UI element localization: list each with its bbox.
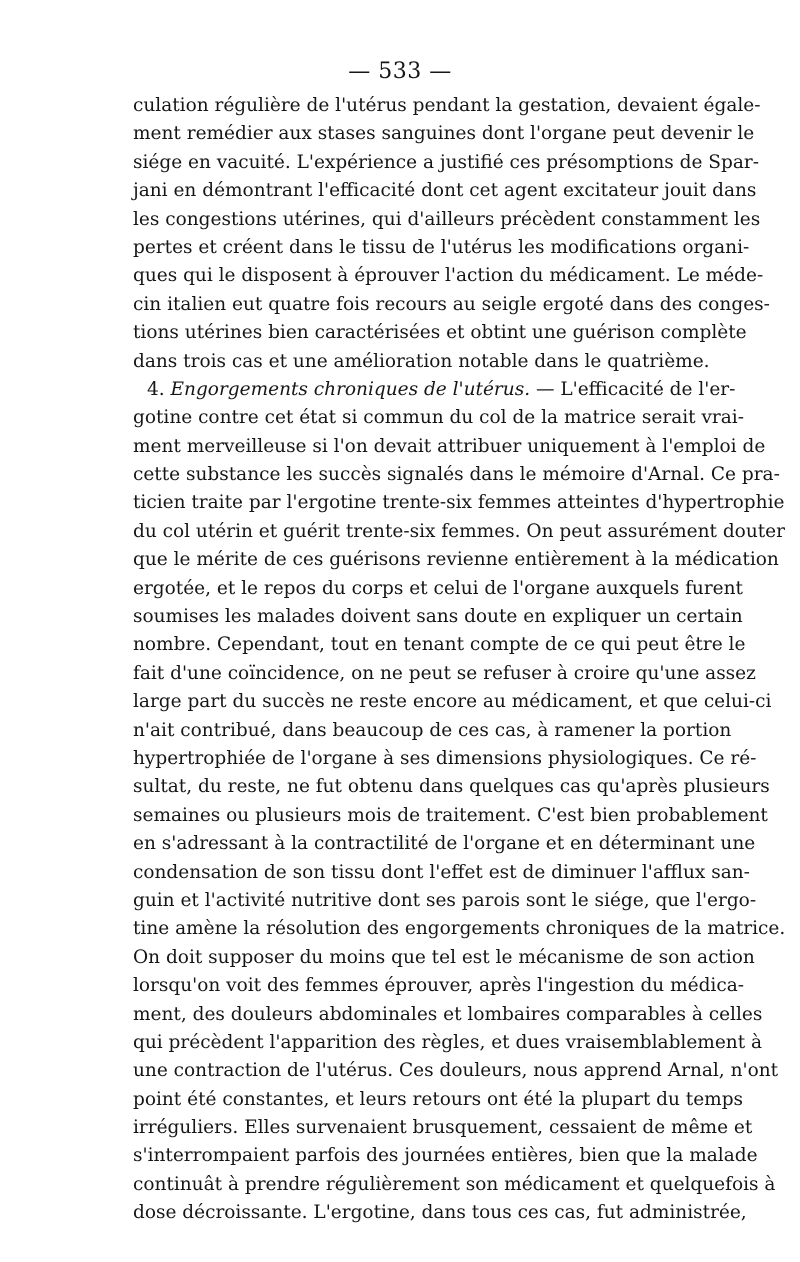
text-line: point été constantes, et leurs retours ont été la plupart du temps — [133, 1088, 744, 1110]
text-line: lorsqu'on voit des femmes éprouver, après l'ingestion du médica- — [133, 975, 744, 997]
text-line: une contraction de l'utérus. Ces douleurs, nous apprend Arnal, n'ont — [133, 1060, 779, 1082]
text-line: s'interrompaient parfois des journées entières, bien que la malade — [133, 1145, 758, 1167]
text-line: les congestions utérines, qui d'ailleurs précèdent constamment les — [133, 208, 761, 230]
text-line: cette substance les succès signalés dans le mémoire d'Arnal. Ce pra- — [133, 464, 780, 486]
text-line: ment merveilleuse si l'on devait attribuer uniquement à l'emploi de — [133, 435, 766, 457]
text-line: jani en démontrant l'efficacité dont cet agent excitateur jouit dans — [133, 180, 757, 202]
text-line: pertes et créent dans le tissu de l'utérus les modifications organi- — [133, 236, 750, 258]
text-line: cin italien eut quatre fois recours au seigle ergoté dans des conges- — [133, 293, 770, 315]
text-line: n'ait contribué, dans beaucoup de ces cas, à ramener la portion — [133, 719, 732, 741]
text-line: dose décroissante. L'ergotine, dans tous ces cas, fut administrée, — [133, 1202, 747, 1224]
text-line: tions utérines bien caractérisées et obtint une guérison complète — [133, 322, 747, 344]
text-line: irréguliers. Elles survenaient brusquement, cessaient de même et — [133, 1117, 753, 1139]
text-line: qui précèdent l'apparition des règles, et dues vraisemblablement à — [133, 1031, 763, 1053]
text-line: fait d'une coïncidence, on ne peut se refuser à croire qu'une assez — [133, 662, 756, 684]
text-line: soumises les malades doivent sans doute en expliquer un certain — [133, 606, 743, 628]
text-line: gotine contre cet état si commun du col de la matrice serait vrai- — [133, 407, 744, 429]
text-line: en s'adressant à la contractilité de l'organe et en déterminant une — [133, 833, 756, 855]
section-line-rest: — L'efficacité de l'er- — [535, 378, 736, 400]
text-line: siége en vacuité. L'expérience a justifié ces présomptions de Spar- — [133, 151, 759, 173]
text-line: ques qui le disposent à éprouver l'action du médicament. Le méde- — [133, 265, 764, 287]
page-number: — 533 — — [348, 59, 452, 84]
text-line: du col utérin et guérit trente-six femmes. On peut assurément douter — [133, 520, 785, 542]
text-line: ment, des douleurs abdominales et lombaires comparables à celles — [133, 1003, 763, 1025]
text-line: hypertrophiée de l'organe à ses dimensions physiologiques. Ce ré- — [133, 747, 757, 769]
section-title: Engorgements chroniques de l'utérus. — [170, 378, 531, 400]
text-line: culation régulière de l'utérus pendant la gestation, devaient égale- — [133, 95, 761, 116]
text-line: guin et l'activité nutritive dont ses parois sont le siége, que l'ergo- — [133, 889, 757, 911]
text-line: On doit supposer du moins que tel est le mécanisme de son action — [133, 946, 755, 968]
text-line: nombre. Cependant, tout en tenant compte de ce qui peut être le — [133, 634, 746, 656]
text-line: condensation de son tissu dont l'effet est de diminuer l'afflux san- — [133, 861, 750, 883]
text-line: que le mérite de ces guérisons revienne entièrement à la médication — [133, 549, 779, 571]
body-text — [133, 92, 786, 1228]
text-line: large part du succès ne reste encore au médicament, et que celui-ci — [133, 691, 772, 713]
section-number: 4. — [147, 378, 165, 400]
text-line: ment remédier aux stases sanguines dont l'organe peut devenir le — [133, 123, 755, 145]
text-line: continuât à prendre régulièrement son médicament et quelquefois à — [133, 1173, 776, 1195]
text-line: tine amène la résolution des engorgements chroniques de la matrice. — [133, 918, 786, 940]
text-line: dans trois cas et une amélioration notable dans le quatrième. — [133, 350, 710, 372]
text-line: sultat, du reste, ne fut obtenu dans quelques cas qu'après plusieurs — [133, 776, 770, 798]
text-line: ticien traite par l'ergotine trente-six femmes atteintes d'hypertrophie — [133, 492, 785, 514]
text-line: ergotée, et le repos du corps et celui de l'organe auxquels furent — [133, 577, 743, 599]
section-heading-line — [133, 376, 736, 404]
text-line: semaines ou plusieurs mois de traitement. C'est bien probablement — [133, 804, 768, 826]
